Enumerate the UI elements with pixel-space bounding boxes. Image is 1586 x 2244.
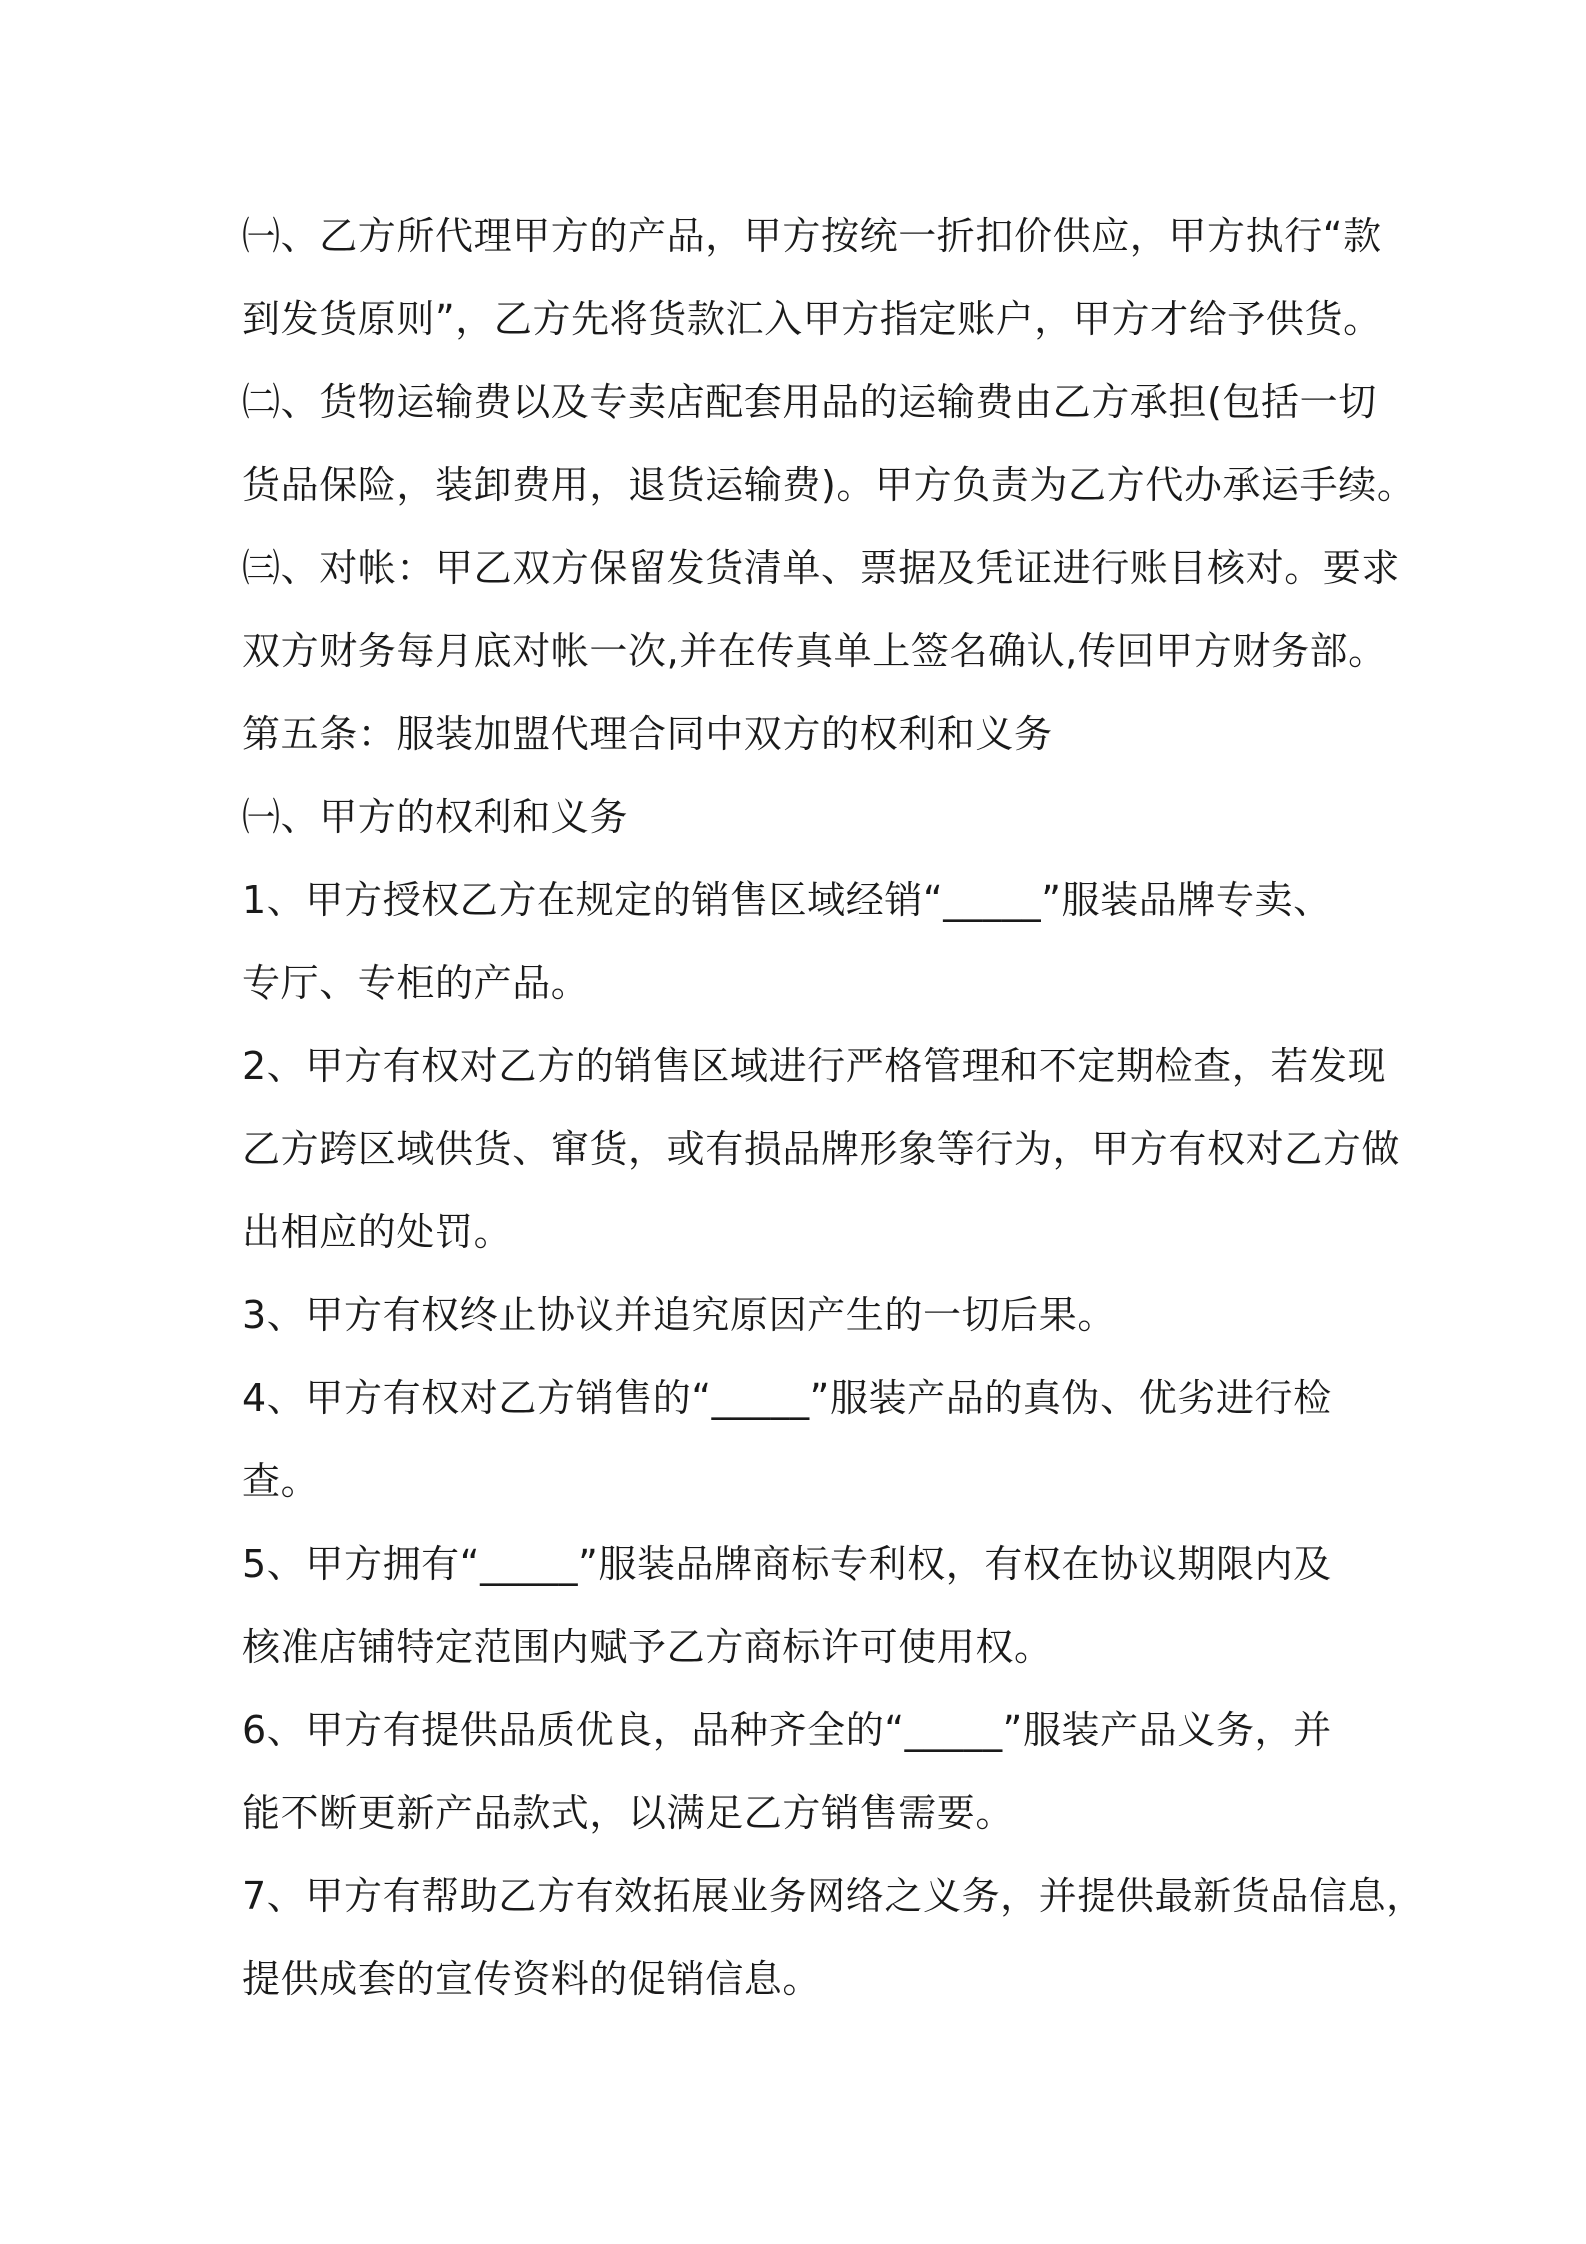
text-line-19: 6、甲方有提供品质优良，品种齐全的“_____”服装产品义务，并 <box>242 1708 1332 1752</box>
text-line-12: 乙方跨区域供货、窜货，或有损品牌形象等行为，甲方有权对乙方做 <box>242 1127 1401 1171</box>
text-line-3: ㈡、货物运输费以及专卖店配套用品的运输费由乙方承担(包括一切 <box>242 380 1377 424</box>
text-line-21: 7、甲方有帮助乙方有效拓展业务网络之义务，并提供最新货品信息， <box>242 1874 1425 1918</box>
text-line-14: 3、甲方有权终止协议并追究原因产生的一切后果。 <box>242 1293 1116 1337</box>
text-line-18: 核准店铺特定范围内赋予乙方商标许可使用权。 <box>242 1625 1053 1669</box>
text-line-1: ㈠、乙方所代理甲方的产品，甲方按统一折扣价供应，甲方执行“款 <box>242 214 1382 258</box>
text-line-22: 提供成套的宣传资料的促销信息。 <box>242 1957 822 2001</box>
text-line-9: 1、甲方授权乙方在规定的销售区域经销“_____”服装品牌专卖、 <box>242 878 1332 922</box>
text-line-11: 2、甲方有权对乙方的销售区域进行严格管理和不定期检查，若发现 <box>242 1044 1387 1088</box>
subsection-heading: ㈠、甲方的权利和义务 <box>242 795 629 839</box>
text-line-16: 查。 <box>242 1459 320 1503</box>
text-line-5: ㈢、对帐：甲乙双方保留发货清单、票据及凭证进行账目核对。要求 <box>242 546 1401 590</box>
text-line-15: 4、甲方有权对乙方销售的“_____”服装产品的真伪、优劣进行检 <box>242 1376 1332 1420</box>
text-line-10: 专厅、专柜的产品。 <box>242 961 590 1005</box>
section-heading: 第五条：服装加盟代理合同中双方的权利和义务 <box>242 712 1053 756</box>
text-line-17: 5、甲方拥有“_____”服装品牌商标专利权，有权在协议期限内及 <box>242 1542 1332 1586</box>
text-line-4: 货品保险，装卸费用，退货运输费)。甲方负责为乙方代办承运手续。 <box>242 463 1416 507</box>
document-body <box>242 195 1425 2021</box>
text-line-13: 出相应的处罚。 <box>242 1210 513 1254</box>
text-line-6: 双方财务每月底对帐一次,并在传真单上签名确认,传回甲方财务部。 <box>242 629 1387 673</box>
text-line-20: 能不断更新产品款式，以满足乙方销售需要。 <box>242 1791 1015 1835</box>
text-line-2: 到发货原则”，乙方先将货款汇入甲方指定账户，甲方才给予供货。 <box>242 297 1382 341</box>
